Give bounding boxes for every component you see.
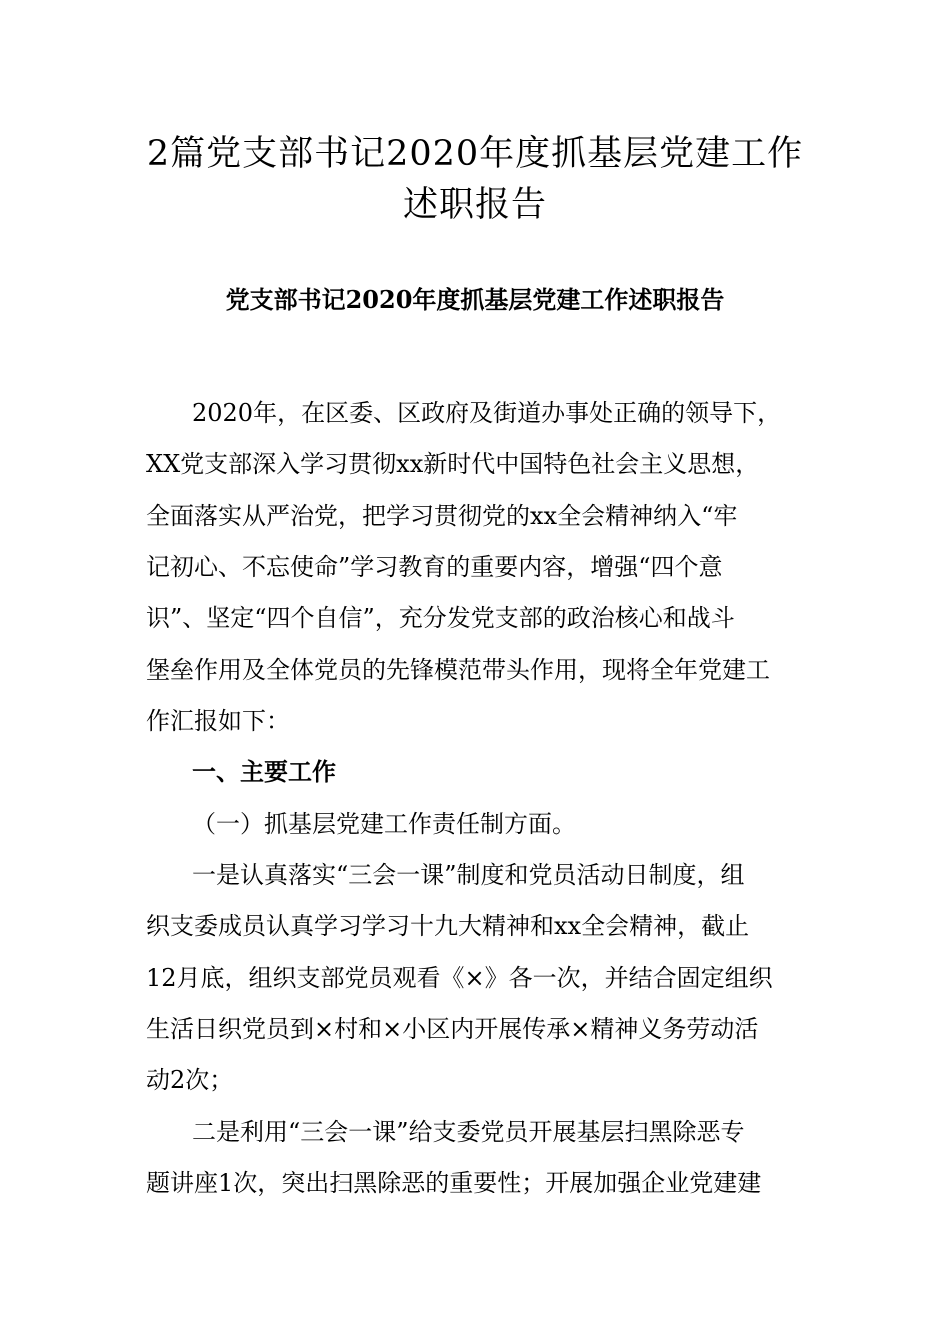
paragraph-1-line: 作汇报如下： xyxy=(146,707,290,735)
paragraph-1-line: 识”、坚定“四个自信”，充分发党支部的政治核心和战斗 xyxy=(146,604,735,632)
paragraph-1-line: 堡垒作用及全体党员的先锋模范带头作用，现将全年党建工 xyxy=(146,656,770,684)
paragraph-2-line: 生活日织党员到×村和×小区内开展传承×精神义务劳动活 xyxy=(146,1015,759,1043)
paragraph-2-line: 动2次； xyxy=(146,1066,234,1094)
paragraph-3-line: 二是利用“三会一课”给支委党员开展基层扫黑除恶专 xyxy=(192,1118,745,1146)
document-title-line-1: 2篇党支部书记2020年度抓基层党建工作 xyxy=(146,134,804,174)
paragraph-1-line: 记初心、不忘使命”学习教育的重要内容，增强“四个意 xyxy=(146,553,723,581)
paragraph-2-line: 12月底，组织支部党员观看《×》各一次，并结合固定组织 xyxy=(146,964,773,992)
section-heading: 一、主要工作 xyxy=(192,757,336,786)
paragraph-2-line: 一是认真落实“三会一课”制度和党员活动日制度，组 xyxy=(192,861,745,889)
paragraph-1-line: XX党支部深入学习贯彻xx新时代中国特色社会主义思想， xyxy=(146,450,760,478)
subsection-heading: （一）抓基层党建工作责任制方面。 xyxy=(192,810,576,838)
paragraph-2-line: 织支委成员认真学习学习十九大精神和xx全会精神，截止 xyxy=(146,912,750,940)
report-subtitle: 党支部书记2020年度抓基层党建工作述职报告 xyxy=(225,285,725,314)
paragraph-1-line: 全面落实从严治党，把学习贯彻党的xx全会精神纳入“牢 xyxy=(146,502,738,530)
paragraph-3-line: 题讲座1次，突出扫黑除恶的重要性；开展加强企业党建建 xyxy=(146,1169,762,1197)
document-title-line-2: 述职报告 xyxy=(402,185,547,225)
paragraph-1-line: 2020年，在区委、区政府及街道办事处正确的领导下， xyxy=(192,399,782,427)
